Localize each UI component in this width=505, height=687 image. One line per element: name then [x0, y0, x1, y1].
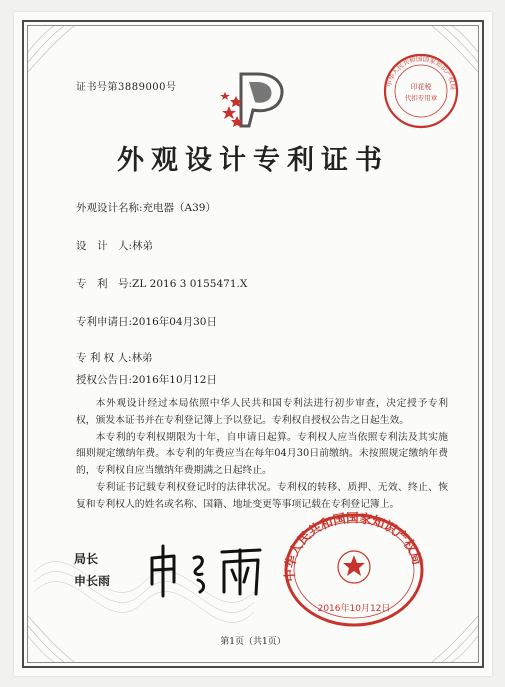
field-value: 充电器（A39） [142, 202, 216, 214]
director-title: 局长 [74, 552, 99, 566]
field-designer [76, 238, 153, 253]
body-paragraph: 本外观设计经过本局依照中华人民共和国专利法进行初步审查，决定授予专利权，颁发本证书并在专利登记簿上予以登记。专利权自授权公告之日起生效。 [76, 398, 448, 426]
certificate-body [76, 396, 448, 514]
field-value: 林弟 [132, 240, 154, 252]
seal-ring-text: 中华人民共和国国家知识产权局 [282, 511, 426, 582]
director-name: 申长雨 [74, 574, 111, 588]
field-value: ZL 2016 3 0155471.X [132, 278, 248, 290]
field-patentee [76, 350, 153, 365]
certificate-title: 外观设计专利证书 [117, 145, 389, 176]
field-label: 专 利 权 人: [76, 352, 132, 364]
patent-office-logo [219, 68, 295, 132]
field-label: 专 利 号: [76, 278, 133, 290]
tax-stamp [382, 52, 460, 130]
page-number: 第1页（共1页） [220, 637, 286, 647]
certificate-page [14, 12, 492, 676]
tax-stamp-line2: 代扣专用章 [404, 94, 438, 102]
field-value: 林弟 [131, 352, 153, 364]
field-patent-number [76, 276, 247, 291]
field-label: 专利申请日: [76, 316, 133, 328]
field-value: 2016年04月30日 [132, 316, 217, 328]
field-value: 2016年10月12日 [132, 374, 217, 386]
seal-date: 2016年10月12日 [317, 604, 391, 614]
field-design-name [76, 200, 216, 215]
field-announcement-date [76, 372, 217, 387]
field-label: 授权公告日: [76, 374, 133, 386]
body-paragraph: 本专利的专利权期限为十年，自申请日起算。专利权人应当依照专利法及其实施细则规定缴纳年费。本专利的年费应当在每年04月30日前缴纳。未按照规定缴纳年费的，专利权自应当缴纳年费期满之日起终止。 [76, 431, 448, 477]
field-application-date [76, 314, 217, 329]
certificate-number: 证书号第3889000号 [76, 82, 177, 93]
field-label: 外观设计名称: [76, 202, 143, 214]
field-label: 设 计 人: [76, 240, 133, 252]
director-signature [144, 540, 274, 600]
tax-stamp-ring-text: 中华人民共和国国家知识产权局 [385, 54, 458, 91]
official-seal [282, 511, 426, 629]
body-paragraph: 专利证书记载专利权登记时的法律状况。专利权的转移、质押、无效、终止、恢复和专利权人的姓名或名称、国籍、地址变更等事项记载在专利登记簿上。 [76, 481, 448, 510]
tax-stamp-line1: 印花税 [410, 83, 432, 91]
